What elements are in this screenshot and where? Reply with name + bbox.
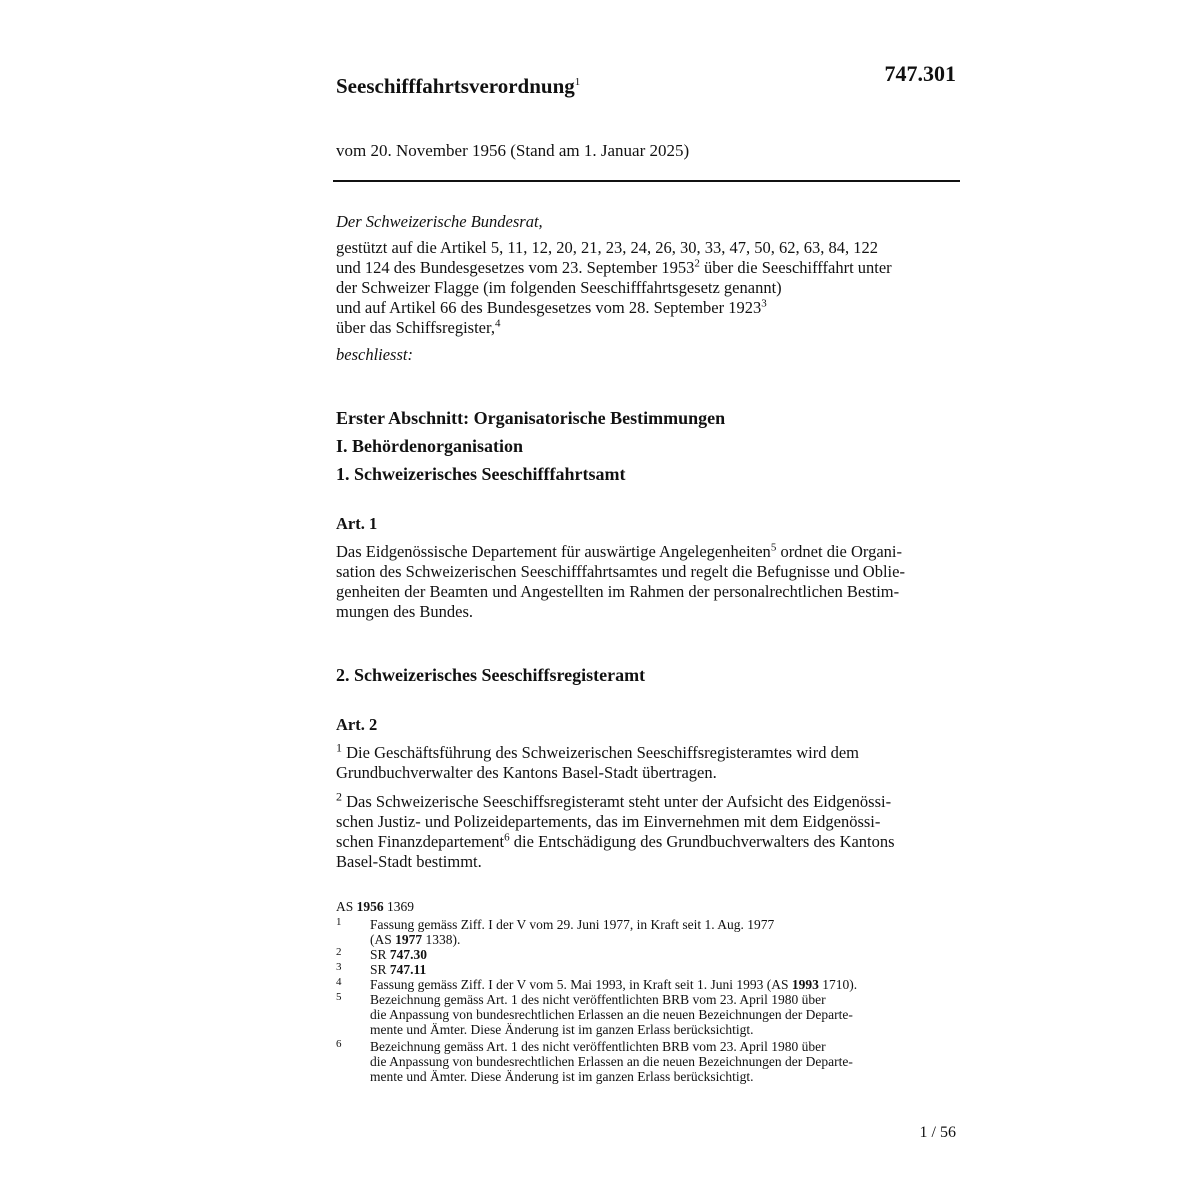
footnote-part: SR	[370, 947, 390, 962]
article-line-part: die Entschädigung des Grundbuchverwalters des Kantons	[509, 832, 895, 851]
footnote-part: 1338).	[422, 932, 461, 947]
footnote-part: (AS	[370, 932, 396, 947]
article-line: sation des Schweizerischen Seeschifffahrtsamtes und regelt die Befugnisse und Oblie-	[336, 562, 905, 581]
sr-number: 747.301	[884, 61, 956, 86]
footnote-text	[370, 992, 956, 1037]
as-page: 1369	[383, 899, 415, 914]
footnote-4	[336, 977, 956, 992]
page-number: 1 / 56	[919, 1124, 956, 1141]
section-heading: Erster Abschnitt: Organisatorische Bestimmungen	[336, 408, 726, 428]
article-line-part: Das Eidgenössische Departement für auswärtige Angelegenheiten	[336, 542, 771, 561]
article-line	[336, 789, 956, 812]
footnote-number: 2	[336, 946, 342, 958]
part-heading: I. Behördenorganisation	[336, 436, 524, 456]
footnote-2	[336, 947, 956, 962]
footnote-part: Fassung gemäss Ziff. I der V vom 5. Mai 1993, in Kraft seit 1. Juni 1993 (AS	[370, 977, 792, 992]
preamble-line-part: über das Schiffsregister,	[336, 318, 495, 337]
footnote-line: Fassung gemäss Ziff. I der V vom 29. Juni 1977, in Kraft seit 1. Aug. 1977	[370, 917, 775, 932]
footnote-ref-5[interactable]: 5	[770, 541, 777, 554]
title-text: Seeschifffahrtsverordnung	[336, 74, 575, 98]
as-prefix: AS	[336, 899, 357, 914]
footnote-ref-2[interactable]: 2	[694, 257, 700, 270]
footnote-part[interactable]: 747.30	[389, 947, 428, 962]
title-footnote-ref[interactable]: 1	[574, 76, 581, 88]
footnote-line: Bezeichnung gemäss Art. 1 des nicht veröffentlichten BRB vom 23. April 1980 über	[370, 1039, 826, 1054]
chapter-heading-2: 2. Schweizerisches Seeschiffsregisteramt	[336, 665, 646, 685]
preamble-line: gestützt auf die Artikel 5, 11, 12, 20, 21, 23, 24, 26, 30, 33, 47, 50, 62, 63, 84, 122	[336, 238, 879, 257]
footnote-number: 4	[336, 976, 342, 988]
article-2-paragraph-2	[336, 789, 956, 872]
article-2-label: Art. 2	[336, 715, 378, 734]
footnote-1	[336, 917, 956, 947]
article-line-part: Das Schweizerische Seeschiffsregisteramt steht unter der Aufsicht des Eidgenössi-	[342, 792, 892, 811]
chapter-heading-1: 1. Schweizerisches Seeschifffahrtsamt	[336, 464, 626, 484]
document-date: vom 20. November 1956 (Stand am 1. Januar 2025)	[336, 141, 690, 160]
footnote-line: die Anpassung von bundesrechtlichen Erlassen an die neuen Bezeichnungen der Departe-	[370, 1007, 853, 1022]
preamble-line: der Schweizer Flagge (im folgenden Seeschifffahrtsgesetz genannt)	[336, 278, 782, 297]
footnote-part: 1710).	[818, 977, 858, 992]
paragraph-number: 2	[336, 789, 342, 804]
footnotes	[336, 899, 956, 1084]
article-line	[336, 832, 956, 852]
footnote-number: 5	[336, 991, 342, 1003]
article-line: Basel-Stadt bestimmt.	[336, 852, 482, 871]
footnote-ref-3[interactable]: 3	[761, 297, 767, 310]
footnote-line: mente und Ämter. Diese Änderung ist im ganzen Erlass berücksichtigt.	[370, 1069, 754, 1084]
document-title	[336, 74, 580, 99]
footnote-ref-4[interactable]: 4	[494, 317, 501, 330]
preamble-authority: Der Schweizerische Bundesrat,	[336, 212, 543, 231]
article-line-part: schen Finanzdepartement	[336, 832, 505, 851]
footnote-number: 6	[336, 1038, 342, 1050]
footnote-text	[370, 947, 956, 962]
article-line	[336, 740, 956, 763]
footnote-part: 1993	[791, 977, 819, 992]
footnote-ref-6[interactable]: 6	[504, 831, 510, 844]
article-line: mungen des Bundes.	[336, 602, 474, 621]
footnote-part: 1977	[395, 932, 423, 947]
preamble-line	[336, 318, 956, 338]
footnote-text	[370, 977, 956, 992]
preamble-line-part: und 124 des Bundesgesetzes vom 23. September 1953	[336, 258, 695, 277]
footnote-5	[336, 992, 956, 1037]
footnote-text	[370, 1039, 956, 1084]
footnote-text	[370, 962, 956, 977]
preamble-line	[336, 258, 956, 278]
footnote-part: SR	[370, 962, 390, 977]
article-line: Grundbuchverwalter des Kantons Basel-Stadt übertragen.	[336, 763, 717, 782]
article-1-label: Art. 1	[336, 514, 378, 533]
as-reference	[336, 899, 956, 914]
footnote-number: 1	[336, 916, 342, 928]
article-line: genheiten der Beamten und Angestellten im Rahmen der personalrechtlichen Bestim-	[336, 582, 900, 601]
preamble-line-part: und auf Artikel 66 des Bundesgesetzes vom 28. September 1923	[336, 298, 762, 317]
preamble-line-part: über die Seeschifffahrt unter	[699, 258, 892, 277]
footnote-line: Bezeichnung gemäss Art. 1 des nicht veröffentlichten BRB vom 23. April 1980 über	[370, 992, 826, 1007]
paragraph-number: 1	[336, 740, 342, 755]
footnote-6	[336, 1039, 956, 1084]
article-line-part: ordnet die Organi-	[776, 542, 903, 561]
preamble-decides: beschliesst:	[336, 345, 413, 364]
footnote-text	[370, 917, 956, 947]
article-line-part: Die Geschäftsführung des Schweizerischen Seeschiffsregisteramtes wird dem	[342, 743, 859, 762]
article-line	[336, 542, 956, 562]
footnote-3	[336, 962, 956, 977]
article-2-paragraph-1	[336, 740, 956, 783]
footnote-part[interactable]: 747.11	[389, 962, 427, 977]
article-line: schen Justiz- und Polizeidepartements, das im Einvernehmen mit dem Eidgenössi-	[336, 812, 881, 831]
footnote-line	[370, 932, 956, 947]
footnote-line: mente und Ämter. Diese Änderung ist im ganzen Erlass berücksichtigt.	[370, 1022, 754, 1037]
article-1-text	[336, 542, 956, 622]
preamble-line	[336, 298, 956, 318]
footnote-line: die Anpassung von bundesrechtlichen Erlassen an die neuen Bezeichnungen der Departe-	[370, 1054, 853, 1069]
preamble-text	[336, 238, 956, 338]
as-year: 1956	[356, 899, 384, 914]
footnote-number: 3	[336, 961, 342, 973]
title-divider	[333, 180, 960, 182]
